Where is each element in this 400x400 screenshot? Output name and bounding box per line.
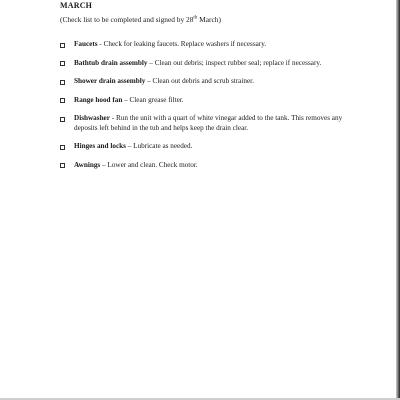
item-title: Range hood fan — [74, 95, 123, 104]
checklist-item-hinges-locks — [60, 142, 345, 152]
item-separator: – — [145, 77, 153, 85]
item-description: Lubricate as needed. — [133, 142, 193, 150]
deadline-text-end: March) — [197, 15, 221, 24]
checkbox[interactable] — [60, 43, 65, 48]
checklist-item-text — [74, 96, 184, 106]
maintenance-checklist — [60, 40, 345, 179]
checklist-item-dishwasher — [60, 114, 345, 133]
checklist-item-text — [74, 40, 266, 50]
checklist-item-range-hood — [60, 96, 345, 106]
item-title: Awnings — [74, 160, 101, 169]
item-title: Hinges and locks — [74, 142, 126, 150]
item-description: Run the unit with a quart of white vinegar added to the tank. This removes any deposits left behind in the tub and helps keep the drain clear. — [74, 114, 343, 132]
checklist-item-text — [74, 161, 198, 171]
page-title: MARCH — [60, 1, 93, 10]
item-description: Clean grease filter. — [129, 95, 184, 104]
item-title: Bathtub drain assembly — [74, 58, 148, 67]
item-title: Dishwasher — [74, 114, 110, 122]
checkbox[interactable] — [60, 145, 65, 150]
item-separator: – — [147, 58, 155, 67]
item-separator: - — [109, 114, 116, 122]
deadline-text-start: (Check list to be completed and signed by 28 — [60, 15, 194, 24]
checklist-item-text — [74, 114, 345, 133]
item-description: Check for leaking faucets. Replace washers if necessary. — [103, 40, 267, 48]
checklist-item-text — [74, 142, 192, 152]
item-separator: – — [125, 142, 134, 150]
checklist-item-faucets — [60, 40, 345, 50]
checklist-item-awnings — [60, 161, 345, 171]
item-separator: – — [122, 95, 130, 104]
checklist-item-text — [74, 77, 254, 87]
checkbox[interactable] — [60, 98, 65, 103]
checkbox[interactable] — [60, 61, 65, 66]
scan-edge-shadow — [396, 0, 400, 400]
item-description: Clean out debris; inspect rubber seal; replace if necessary. — [154, 58, 322, 67]
item-separator: - — [97, 40, 104, 48]
deadline-ordinal-suffix: th — [193, 15, 198, 21]
checkbox[interactable] — [60, 163, 65, 168]
checklist-item-bathtub-drain — [60, 59, 345, 69]
checklist-item-text — [74, 59, 321, 69]
item-separator: – — [100, 160, 108, 169]
item-title: Faucets — [74, 40, 98, 48]
item-description: Clean out debris and scrub strainer. — [152, 77, 254, 85]
item-title: Shower drain assembly — [74, 77, 146, 85]
checkbox[interactable] — [60, 117, 65, 122]
checkbox[interactable] — [60, 80, 65, 85]
checklist-item-shower-drain — [60, 77, 345, 87]
checklist-deadline-note — [60, 15, 221, 24]
item-description: Lower and clean. Check motor. — [107, 160, 198, 169]
